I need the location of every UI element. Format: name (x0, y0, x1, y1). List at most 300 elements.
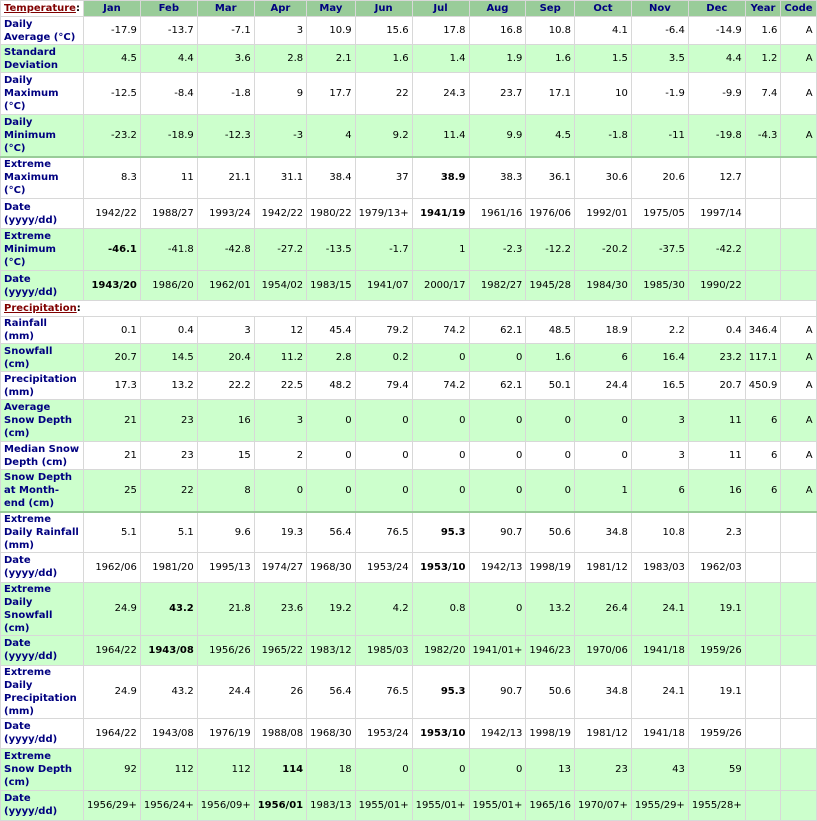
month-value-cell: 1955/29+ (631, 790, 688, 820)
row-label: Rainfall (mm) (1, 317, 84, 344)
month-value-cell: 10 (574, 73, 631, 115)
month-value-cell: 56.4 (307, 665, 356, 718)
month-value-cell: 4.5 (83, 45, 140, 73)
month-value-cell: 0 (307, 470, 356, 512)
code-cell: A (781, 470, 816, 512)
month-value-cell: 24.9 (83, 665, 140, 718)
year-value-cell (745, 748, 781, 790)
month-header: Sep (526, 1, 575, 17)
month-value-cell: 16.4 (631, 344, 688, 372)
year-value-cell (745, 790, 781, 820)
code-cell: A (781, 344, 816, 372)
month-value-cell: 4.1 (574, 17, 631, 45)
month-value-cell: 1941/18 (631, 718, 688, 748)
month-value-cell: 17.7 (307, 73, 356, 115)
code-cell: A (781, 45, 816, 73)
month-value-cell: -3 (254, 115, 306, 157)
month-value-cell: 1955/01+ (412, 790, 469, 820)
month-value-cell: 20.6 (631, 157, 688, 199)
month-value-cell: 1955/01+ (355, 790, 412, 820)
month-value-cell: 62.1 (469, 372, 526, 400)
month-value-cell: 23 (140, 442, 197, 470)
table-row (1, 115, 817, 157)
month-value-cell: 22.2 (197, 372, 254, 400)
month-value-cell: -1.8 (197, 73, 254, 115)
month-value-cell: 0.1 (83, 317, 140, 344)
row-label: Extreme Minimum (°C) (1, 229, 84, 271)
month-value-cell: 12.7 (688, 157, 745, 199)
code-cell (781, 748, 816, 790)
month-value-cell: 62.1 (469, 317, 526, 344)
month-value-cell: 76.5 (355, 512, 412, 553)
month-value-cell: 1980/22 (307, 199, 356, 229)
month-value-cell: 38.4 (307, 157, 356, 199)
month-value-cell: 3 (197, 317, 254, 344)
month-value-cell: 1962/01 (197, 271, 254, 301)
month-value-cell: 0 (254, 470, 306, 512)
year-value-cell (745, 665, 781, 718)
month-value-cell: 1955/28+ (688, 790, 745, 820)
code-cell: A (781, 317, 816, 344)
month-value-cell: 25 (83, 470, 140, 512)
month-value-cell: 48.2 (307, 372, 356, 400)
month-value-cell: 13.2 (140, 372, 197, 400)
month-value-cell: 1956/01 (254, 790, 306, 820)
month-value-cell: 1974/27 (254, 552, 306, 582)
month-value-cell: 1965/22 (254, 635, 306, 665)
month-value-cell: 0 (574, 442, 631, 470)
month-value-cell: 112 (140, 748, 197, 790)
month-value-cell: -1.7 (355, 229, 412, 271)
month-header: Feb (140, 1, 197, 17)
table-row (1, 718, 817, 748)
month-value-cell: -46.1 (83, 229, 140, 271)
month-value-cell: 16 (688, 470, 745, 512)
section-temperature-title[interactable]: Temperature (4, 3, 76, 14)
month-value-cell: 0 (526, 442, 575, 470)
month-value-cell: 0 (307, 400, 356, 442)
month-value-cell: 0 (469, 470, 526, 512)
month-value-cell: 4.4 (140, 45, 197, 73)
row-label: Extreme Daily Snowfall (cm) (1, 582, 84, 635)
month-value-cell: 9.9 (469, 115, 526, 157)
month-value-cell: -9.9 (688, 73, 745, 115)
month-value-cell: 1942/13 (469, 552, 526, 582)
month-value-cell: 3 (631, 400, 688, 442)
month-value-cell: 13 (526, 748, 575, 790)
precipitation-section (1, 317, 817, 821)
month-header: Jun (355, 1, 412, 17)
month-value-cell: 1955/01+ (469, 790, 526, 820)
month-value-cell: 1962/03 (688, 552, 745, 582)
month-header: Dec (688, 1, 745, 17)
month-header: Mar (197, 1, 254, 17)
month-value-cell: 4.2 (355, 582, 412, 635)
row-label: Daily Maximum (°C) (1, 73, 84, 115)
month-value-cell: 19.2 (307, 582, 356, 635)
month-value-cell: 1983/12 (307, 635, 356, 665)
month-value-cell: -20.2 (574, 229, 631, 271)
row-label: Extreme Maximum (°C) (1, 157, 84, 199)
month-value-cell: 24.3 (412, 73, 469, 115)
month-value-cell: 0 (412, 748, 469, 790)
code-cell: A (781, 115, 816, 157)
month-value-cell: 20.7 (83, 344, 140, 372)
month-value-cell: 1983/13 (307, 790, 356, 820)
month-value-cell: -42.8 (197, 229, 254, 271)
month-value-cell: 2.8 (254, 45, 306, 73)
header-row (1, 1, 817, 17)
table-row (1, 372, 817, 400)
table-row (1, 442, 817, 470)
month-value-cell: 12 (254, 317, 306, 344)
month-value-cell: 6 (574, 344, 631, 372)
year-value-cell: 6 (745, 470, 781, 512)
month-value-cell: 1976/19 (197, 718, 254, 748)
month-value-cell: 20.4 (197, 344, 254, 372)
temperature-section (1, 17, 817, 301)
month-value-cell: 1968/30 (307, 552, 356, 582)
month-header: Jan (83, 1, 140, 17)
month-value-cell: 34.8 (574, 512, 631, 553)
month-value-cell: 0 (355, 470, 412, 512)
month-value-cell: 5.1 (83, 512, 140, 553)
month-value-cell: 1953/24 (355, 718, 412, 748)
month-value-cell: 1953/10 (412, 718, 469, 748)
month-value-cell: 2.3 (688, 512, 745, 553)
month-value-cell: 0 (469, 582, 526, 635)
month-value-cell: 4.5 (526, 115, 575, 157)
month-value-cell: 0.4 (140, 317, 197, 344)
month-value-cell: 30.6 (574, 157, 631, 199)
month-value-cell: 0.2 (355, 344, 412, 372)
month-value-cell: 43.2 (140, 582, 197, 635)
month-value-cell: 0 (355, 400, 412, 442)
month-value-cell: 1956/26 (197, 635, 254, 665)
month-value-cell: 17.3 (83, 372, 140, 400)
code-cell (781, 512, 816, 553)
month-value-cell: 59 (688, 748, 745, 790)
year-value-cell (745, 199, 781, 229)
month-value-cell: 56.4 (307, 512, 356, 553)
code-cell (781, 790, 816, 820)
month-value-cell: 1942/13 (469, 718, 526, 748)
month-value-cell: -27.2 (254, 229, 306, 271)
month-value-cell: 1982/27 (469, 271, 526, 301)
month-value-cell: 21 (83, 442, 140, 470)
code-cell: A (781, 17, 816, 45)
table-row (1, 229, 817, 271)
month-value-cell: 22.5 (254, 372, 306, 400)
month-value-cell: 1956/09+ (197, 790, 254, 820)
month-value-cell: 24.9 (83, 582, 140, 635)
month-value-cell: 24.1 (631, 582, 688, 635)
month-value-cell: 1979/13+ (355, 199, 412, 229)
month-value-cell: 3.5 (631, 45, 688, 73)
month-value-cell: 4 (307, 115, 356, 157)
month-value-cell: 17.8 (412, 17, 469, 45)
row-label: Date (yyyy/dd) (1, 199, 84, 229)
month-value-cell: -2.3 (469, 229, 526, 271)
month-value-cell: 74.2 (412, 317, 469, 344)
month-value-cell: 90.7 (469, 512, 526, 553)
month-value-cell: 2.1 (307, 45, 356, 73)
table-row (1, 344, 817, 372)
month-value-cell: 23 (574, 748, 631, 790)
table-row (1, 552, 817, 582)
month-value-cell: 1993/24 (197, 199, 254, 229)
code-cell (781, 718, 816, 748)
month-value-cell: 1962/06 (83, 552, 140, 582)
month-value-cell: 15 (197, 442, 254, 470)
month-value-cell: 17.1 (526, 73, 575, 115)
year-value-cell (745, 635, 781, 665)
code-cell (781, 552, 816, 582)
month-value-cell: 2 (254, 442, 306, 470)
month-value-cell: 1 (412, 229, 469, 271)
month-value-cell: 21 (83, 400, 140, 442)
table-row (1, 400, 817, 442)
month-value-cell: -42.2 (688, 229, 745, 271)
month-value-cell: 1.6 (526, 45, 575, 73)
month-value-cell: -11 (631, 115, 688, 157)
month-value-cell: 20.7 (688, 372, 745, 400)
month-value-cell: 19.1 (688, 582, 745, 635)
month-value-cell: -14.9 (688, 17, 745, 45)
section-precipitation-header: Precipitation: (1, 301, 817, 317)
month-value-cell: 1946/23 (526, 635, 575, 665)
year-value-cell (745, 157, 781, 199)
year-value-cell: 346.4 (745, 317, 781, 344)
year-value-cell: 450.9 (745, 372, 781, 400)
month-value-cell: 1988/27 (140, 199, 197, 229)
month-value-cell: 1976/06 (526, 199, 575, 229)
month-value-cell: 1.6 (526, 344, 575, 372)
table-row (1, 748, 817, 790)
month-value-cell: 1981/12 (574, 552, 631, 582)
month-value-cell: 1965/16 (526, 790, 575, 820)
row-label: Date (yyyy/dd) (1, 552, 84, 582)
month-value-cell: 14.5 (140, 344, 197, 372)
month-value-cell: 11 (688, 442, 745, 470)
month-value-cell: 6 (631, 470, 688, 512)
code-cell: A (781, 442, 816, 470)
month-value-cell: 1 (574, 470, 631, 512)
month-value-cell: 1975/05 (631, 199, 688, 229)
month-value-cell: -7.1 (197, 17, 254, 45)
month-value-cell: 90.7 (469, 665, 526, 718)
month-value-cell: 1.4 (412, 45, 469, 73)
month-value-cell: 37 (355, 157, 412, 199)
month-value-cell: -23.2 (83, 115, 140, 157)
month-value-cell: 11.2 (254, 344, 306, 372)
year-value-cell (745, 582, 781, 635)
row-label: Standard Deviation (1, 45, 84, 73)
row-label: Median Snow Depth (cm) (1, 442, 84, 470)
year-value-cell: 1.6 (745, 17, 781, 45)
year-value-cell (745, 271, 781, 301)
row-label: Precipitation (mm) (1, 372, 84, 400)
year-value-cell: 6 (745, 400, 781, 442)
month-value-cell: 23 (140, 400, 197, 442)
table-row (1, 470, 817, 512)
month-value-cell: 15.6 (355, 17, 412, 45)
table-row (1, 199, 817, 229)
month-value-cell: 18 (307, 748, 356, 790)
year-value-cell (745, 512, 781, 553)
month-value-cell: 1985/03 (355, 635, 412, 665)
month-value-cell: 1964/22 (83, 635, 140, 665)
month-value-cell: 1983/15 (307, 271, 356, 301)
month-header: Aug (469, 1, 526, 17)
code-cell (781, 665, 816, 718)
month-value-cell: 0 (412, 442, 469, 470)
month-value-cell: 1995/13 (197, 552, 254, 582)
month-value-cell: 23.2 (688, 344, 745, 372)
month-value-cell: -17.9 (83, 17, 140, 45)
month-value-cell: 9 (254, 73, 306, 115)
month-value-cell: 0 (469, 344, 526, 372)
month-value-cell: 18.9 (574, 317, 631, 344)
month-value-cell: 1956/29+ (83, 790, 140, 820)
precipitation-header-section (1, 301, 817, 317)
month-value-cell: 45.4 (307, 317, 356, 344)
code-cell: A (781, 73, 816, 115)
month-value-cell: 10.8 (526, 17, 575, 45)
month-value-cell: 1959/26 (688, 718, 745, 748)
month-value-cell: 76.5 (355, 665, 412, 718)
month-value-cell: -8.4 (140, 73, 197, 115)
month-value-cell: 1983/03 (631, 552, 688, 582)
row-label: Date (yyyy/dd) (1, 271, 84, 301)
row-label: Date (yyyy/dd) (1, 635, 84, 665)
month-value-cell: 1953/10 (412, 552, 469, 582)
month-value-cell: 5.1 (140, 512, 197, 553)
row-label: Average Snow Depth (cm) (1, 400, 84, 442)
code-cell (781, 271, 816, 301)
month-value-cell: 1985/30 (631, 271, 688, 301)
month-value-cell: 2000/17 (412, 271, 469, 301)
row-label: Daily Average (°C) (1, 17, 84, 45)
year-header: Year (745, 1, 781, 17)
month-value-cell: 23.7 (469, 73, 526, 115)
month-value-cell: 1954/02 (254, 271, 306, 301)
table-row (1, 635, 817, 665)
month-value-cell: 1970/06 (574, 635, 631, 665)
month-value-cell: -12.5 (83, 73, 140, 115)
row-label: Extreme Daily Precipitation (mm) (1, 665, 84, 718)
year-value-cell: 6 (745, 442, 781, 470)
month-header: Apr (254, 1, 306, 17)
section-temperature-header: Temperature: (1, 1, 84, 17)
month-value-cell: 26 (254, 665, 306, 718)
month-value-cell: 1964/22 (83, 718, 140, 748)
month-value-cell: 0.4 (688, 317, 745, 344)
precipitation-header-row (1, 301, 817, 317)
code-cell (781, 157, 816, 199)
month-value-cell: 3 (254, 17, 306, 45)
month-value-cell: 1942/22 (83, 199, 140, 229)
month-value-cell: 31.1 (254, 157, 306, 199)
code-cell (781, 635, 816, 665)
month-value-cell: 1998/19 (526, 552, 575, 582)
month-value-cell: 43 (631, 748, 688, 790)
month-value-cell: 74.2 (412, 372, 469, 400)
year-value-cell: 117.1 (745, 344, 781, 372)
month-value-cell: 0.8 (412, 582, 469, 635)
month-value-cell: 10.9 (307, 17, 356, 45)
month-header: Nov (631, 1, 688, 17)
month-value-cell: 1943/08 (140, 635, 197, 665)
month-value-cell: 1943/20 (83, 271, 140, 301)
month-value-cell: 2.8 (307, 344, 356, 372)
year-value-cell: 1.2 (745, 45, 781, 73)
month-value-cell: 1941/01+ (469, 635, 526, 665)
month-value-cell: 1956/24+ (140, 790, 197, 820)
month-value-cell: 50.1 (526, 372, 575, 400)
month-value-cell: 0 (412, 400, 469, 442)
month-value-cell: 38.3 (469, 157, 526, 199)
code-cell: A (781, 400, 816, 442)
table-row (1, 317, 817, 344)
month-value-cell: -6.4 (631, 17, 688, 45)
month-value-cell: 21.1 (197, 157, 254, 199)
row-label: Snow Depth at Month-end (cm) (1, 470, 84, 512)
month-value-cell: 1941/19 (412, 199, 469, 229)
month-value-cell: 1.5 (574, 45, 631, 73)
month-value-cell: 79.4 (355, 372, 412, 400)
month-value-cell: 92 (83, 748, 140, 790)
month-value-cell: 10.8 (631, 512, 688, 553)
month-value-cell: -13.5 (307, 229, 356, 271)
month-value-cell: 34.8 (574, 665, 631, 718)
month-value-cell: -19.8 (688, 115, 745, 157)
code-cell (781, 199, 816, 229)
month-value-cell: 1990/22 (688, 271, 745, 301)
month-value-cell: -41.8 (140, 229, 197, 271)
month-value-cell: 0 (574, 400, 631, 442)
row-label: Date (yyyy/dd) (1, 790, 84, 820)
month-value-cell: 1992/01 (574, 199, 631, 229)
table-row (1, 271, 817, 301)
month-value-cell: 2.2 (631, 317, 688, 344)
month-value-cell: 9.2 (355, 115, 412, 157)
month-value-cell: 43.2 (140, 665, 197, 718)
month-value-cell: 13.2 (526, 582, 575, 635)
month-value-cell: 0 (526, 470, 575, 512)
month-value-cell: 0 (412, 344, 469, 372)
month-value-cell: 79.2 (355, 317, 412, 344)
month-value-cell: 95.3 (412, 512, 469, 553)
table-row (1, 45, 817, 73)
month-value-cell: -1.8 (574, 115, 631, 157)
month-header: May (307, 1, 356, 17)
row-label: Extreme Snow Depth (cm) (1, 748, 84, 790)
month-value-cell: 50.6 (526, 665, 575, 718)
month-value-cell: 1959/26 (688, 635, 745, 665)
section-precipitation-title[interactable]: Precipitation (4, 303, 77, 314)
month-value-cell: 24.1 (631, 665, 688, 718)
month-value-cell: 1942/22 (254, 199, 306, 229)
row-label: Extreme Daily Rainfall (mm) (1, 512, 84, 553)
month-value-cell: 16 (197, 400, 254, 442)
table-row (1, 157, 817, 199)
month-value-cell: -1.9 (631, 73, 688, 115)
month-value-cell: 1.6 (355, 45, 412, 73)
month-value-cell: 19.1 (688, 665, 745, 718)
month-value-cell: 4.4 (688, 45, 745, 73)
month-value-cell: -12.3 (197, 115, 254, 157)
